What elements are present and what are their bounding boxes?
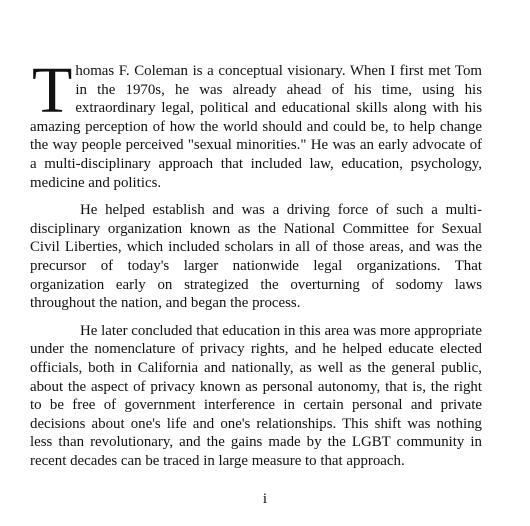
drop-cap-letter: T (32, 54, 73, 127)
document-page (30, 54, 482, 479)
paragraph-1-text: homas F. Coleman is a conceptual visionary. When I first met Tom in the 1970s, he was already ahead of his time, using his extraordinary legal, political and educational skills along with his amazing perception of how the world should and could be, to help change the way people perceived "sexual minorities." He was an early advocate of a multi-disciplinary approach that included law, education, psychology, medicine and politics. (30, 63, 482, 191)
paragraph-3: He later concluded that education in this area was more appropriate under the nomenclature of privacy rights, and he helped educate elected officials, both in California and nationally, as well as the general public, about the aspect of privacy known as personal autonomy, that is, the right to be free of government interference in certain personal and private decisions about one's life and one's relationships. This shift was nothing less than revolutionary, and the gains made by the LGBT community in recent decades can be traced in large measure to that approach. (30, 322, 482, 469)
paragraph-1 (30, 54, 482, 192)
page-number: i (262, 491, 268, 507)
paragraph-2: He helped establish and was a driving force of such a multi-disciplinary organization known as the National Committee for Sexual Civil Liberties, which included scholars in all of those areas, and was the precursor of today's larger nationwide legal organizations. That organization early on strategized the overturning of sodomy laws throughout the nation, and began the process. (30, 202, 482, 312)
